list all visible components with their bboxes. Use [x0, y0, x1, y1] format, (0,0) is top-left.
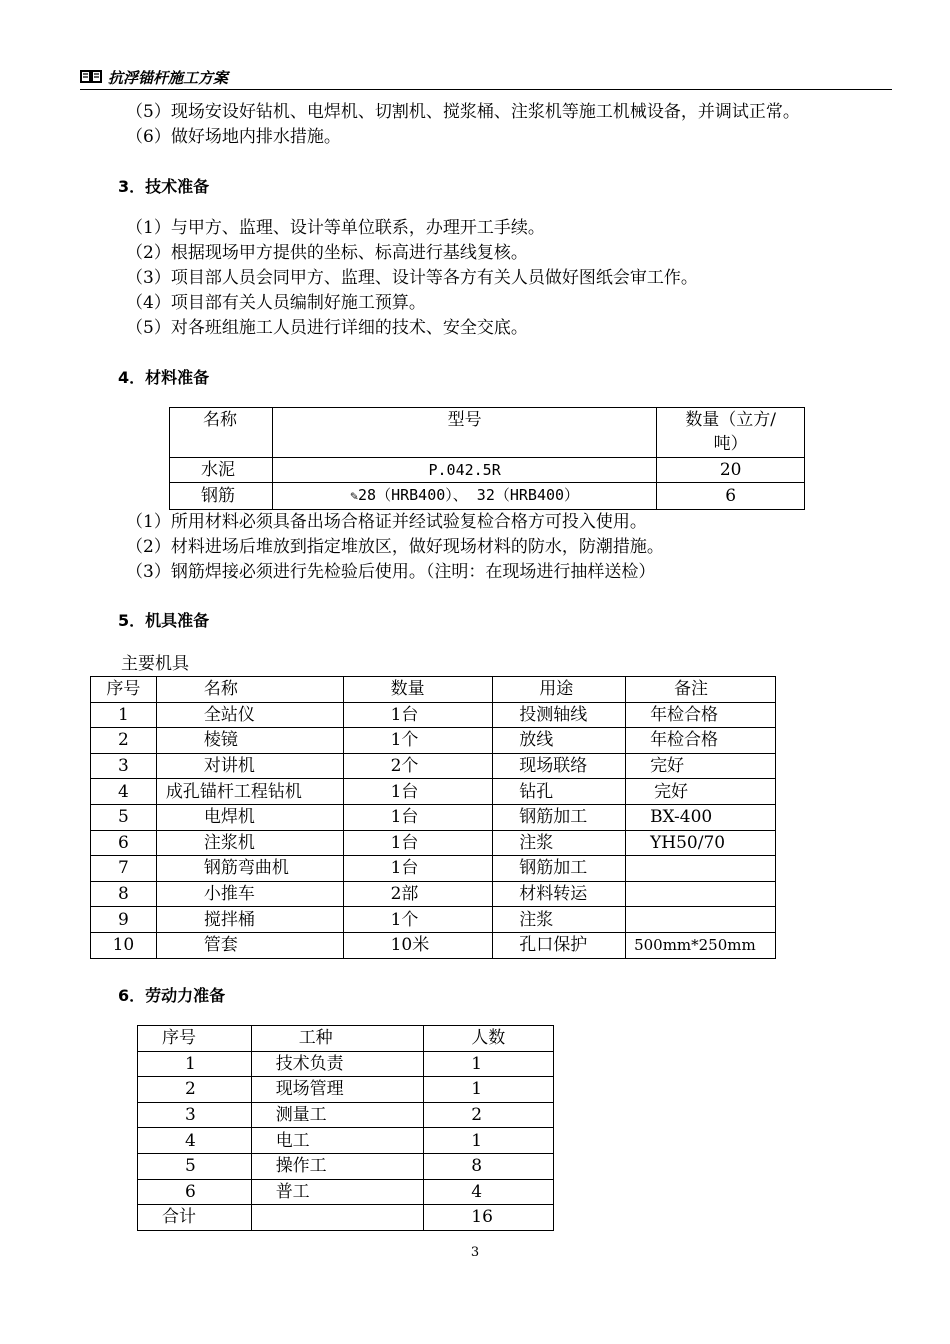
table-header-cell: 序号	[91, 677, 157, 703]
table-cell: 合计	[138, 1205, 252, 1231]
table-cell: 钢筋加工	[493, 804, 626, 830]
table-row	[91, 907, 776, 933]
machines-table	[90, 676, 776, 959]
table-cell: 2部	[343, 881, 493, 907]
table-cell: 10	[91, 932, 157, 958]
table-cell: 现场管理	[251, 1077, 424, 1103]
table-cell: 投测轴线	[493, 702, 626, 728]
table-cell: 普工	[251, 1179, 424, 1205]
table-header-cell: 名称	[156, 677, 343, 703]
table-cell: 2个	[343, 753, 493, 779]
table-header-cell: 用途	[493, 677, 626, 703]
table-cell: 8	[91, 881, 157, 907]
table-cell: 1台	[343, 702, 493, 728]
table-cell: 小推车	[156, 881, 343, 907]
table-cell: 1个	[343, 907, 493, 933]
table-cell: 7	[91, 856, 157, 882]
table-cell: 钻孔	[493, 779, 626, 805]
table-cell: 1	[424, 1128, 554, 1154]
table-row	[91, 830, 776, 856]
table-header-cell: 序号	[138, 1026, 252, 1052]
table-cell: 3	[91, 753, 157, 779]
table-cell: 2	[91, 728, 157, 754]
tech-line: （2）根据现场甲方提供的坐标、标高进行基线复核。	[126, 243, 528, 263]
table-cell: 孔口保护	[493, 932, 626, 958]
table-cell	[251, 1205, 424, 1231]
table-cell: 16	[424, 1205, 554, 1231]
material-line: （1）所用材料必须具备出场合格证并经试验复检合格方可投入使用。	[126, 512, 647, 532]
section-heading: 6．劳动力准备	[118, 986, 226, 1005]
table-cell: 钢筋弯曲机	[156, 856, 343, 882]
table-row	[138, 1128, 554, 1154]
table-cell	[626, 856, 776, 882]
table-row	[138, 1102, 554, 1128]
table-cell: 6	[657, 483, 805, 510]
table-header-cell: 工种	[251, 1026, 424, 1052]
table-cell: 年检合格	[626, 728, 776, 754]
table-cell: P.042.5R	[272, 458, 656, 483]
table-row	[138, 1179, 554, 1205]
table-cell: 年检合格	[626, 702, 776, 728]
table-cell: 4	[91, 779, 157, 805]
table-cell: 4	[138, 1128, 252, 1154]
table-cell: 完好	[626, 779, 776, 805]
tech-line: （4）项目部有关人员编制好施工预算。	[126, 293, 426, 313]
table-cell: 电焊机	[156, 804, 343, 830]
labor-table	[137, 1025, 554, 1231]
document-title: 抗浮锚杆施工方案	[108, 69, 229, 87]
material-table	[169, 407, 805, 510]
table-row	[170, 483, 805, 510]
table-cell: 棱镜	[156, 728, 343, 754]
material-line: （3）钢筋焊接必须进行先检验后使用。（注明：在现场进行抽样送检）	[126, 562, 656, 582]
table-cell: 1台	[343, 830, 493, 856]
table-row	[138, 1205, 554, 1231]
table-header-cell: 型号	[272, 408, 656, 458]
table-cell: 材料转运	[493, 881, 626, 907]
table-cell: 测量工	[251, 1102, 424, 1128]
table-cell: 1	[91, 702, 157, 728]
table-cell: 500mm*250mm	[626, 932, 776, 958]
table-cell: YH50/70	[626, 830, 776, 856]
table-cell: 1台	[343, 804, 493, 830]
table-cell: 对讲机	[156, 753, 343, 779]
section-heading: 5．机具准备	[118, 611, 210, 630]
table-cell: 搅拌桶	[156, 907, 343, 933]
table-row	[91, 728, 776, 754]
table-cell: 电工	[251, 1128, 424, 1154]
table-cell: 注浆	[493, 907, 626, 933]
rebar-symbol-icon: ✎	[350, 489, 359, 504]
table-cell: 1台	[343, 856, 493, 882]
table-header-cell: 人数	[424, 1026, 554, 1052]
table-cell: 操作工	[251, 1153, 424, 1179]
table-cell: 6	[138, 1179, 252, 1205]
table-cell: 2	[138, 1077, 252, 1103]
table-cell: 水泥	[170, 458, 273, 483]
table-header-cell: 备注	[626, 677, 776, 703]
table-cell: 20	[657, 458, 805, 483]
table-cell: BX-400	[626, 804, 776, 830]
table-cell: 1	[424, 1051, 554, 1077]
tech-line: （5）对各班组施工人员进行详细的技术、安全交底。	[126, 318, 528, 338]
table-cell: 1	[138, 1051, 252, 1077]
table-cell: 9	[91, 907, 157, 933]
section-heading: 4．材料准备	[118, 368, 210, 387]
section-heading: 3．技术准备	[118, 177, 210, 196]
page-header	[80, 66, 892, 90]
table-cell: 1台	[343, 779, 493, 805]
table-header-row	[138, 1026, 554, 1052]
table-row	[91, 932, 776, 958]
table-cell: 注浆机	[156, 830, 343, 856]
table-row	[91, 702, 776, 728]
prep-line: （5）现场安设好钻机、电焊机、切割机、搅浆桶、注浆机等施工机械设备，并调试正常。	[126, 102, 800, 122]
tech-line: （3）项目部人员会同甲方、监理、设计等各方有关人员做好图纸会审工作。	[126, 268, 698, 288]
table-header-row	[170, 408, 805, 458]
table-cell: 5	[138, 1153, 252, 1179]
table-cell: 6	[91, 830, 157, 856]
table-header-cell: 名称	[170, 408, 273, 458]
table-row	[91, 804, 776, 830]
table-header-cell: 数量（立方/ 吨）	[657, 408, 805, 458]
table-row	[138, 1051, 554, 1077]
table-cell	[626, 907, 776, 933]
table-cell: 2	[424, 1102, 554, 1128]
book-icon	[80, 69, 102, 84]
table-cell: 现场联络	[493, 753, 626, 779]
page-number: 3	[470, 1245, 480, 1260]
table-cell: 8	[424, 1153, 554, 1179]
table-cell: 注浆	[493, 830, 626, 856]
material-line: （2）材料进场后堆放到指定堆放区，做好现场材料的防水，防潮措施。	[126, 537, 664, 557]
table-row	[170, 458, 805, 483]
table-cell: 5	[91, 804, 157, 830]
table-cell: ✎28（HRB400）、 32（HRB400）	[272, 483, 656, 510]
table-cell: 钢筋	[170, 483, 273, 510]
table-cell: 管套	[156, 932, 343, 958]
table-cell: 1个	[343, 728, 493, 754]
table-cell: 4	[424, 1179, 554, 1205]
table-cell: 1	[424, 1077, 554, 1103]
table-cell: 10米	[343, 932, 493, 958]
table-row	[91, 753, 776, 779]
table-caption: 主要机具	[121, 654, 189, 674]
table-cell: 技术负责	[251, 1051, 424, 1077]
table-cell: 钢筋加工	[493, 856, 626, 882]
table-cell: 全站仪	[156, 702, 343, 728]
table-cell: 成孔锚杆工程钻机	[156, 779, 343, 805]
table-row	[138, 1077, 554, 1103]
table-row	[91, 779, 776, 805]
table-header-row	[91, 677, 776, 703]
table-cell	[626, 881, 776, 907]
table-cell: 3	[138, 1102, 252, 1128]
table-row	[91, 856, 776, 882]
table-header-cell: 数量	[343, 677, 493, 703]
table-cell: 放线	[493, 728, 626, 754]
prep-line: （6）做好场地内排水措施。	[126, 127, 341, 147]
tech-line: （1）与甲方、监理、设计等单位联系，办理开工手续。	[126, 218, 545, 238]
table-row	[91, 881, 776, 907]
table-cell: 完好	[626, 753, 776, 779]
table-row	[138, 1153, 554, 1179]
